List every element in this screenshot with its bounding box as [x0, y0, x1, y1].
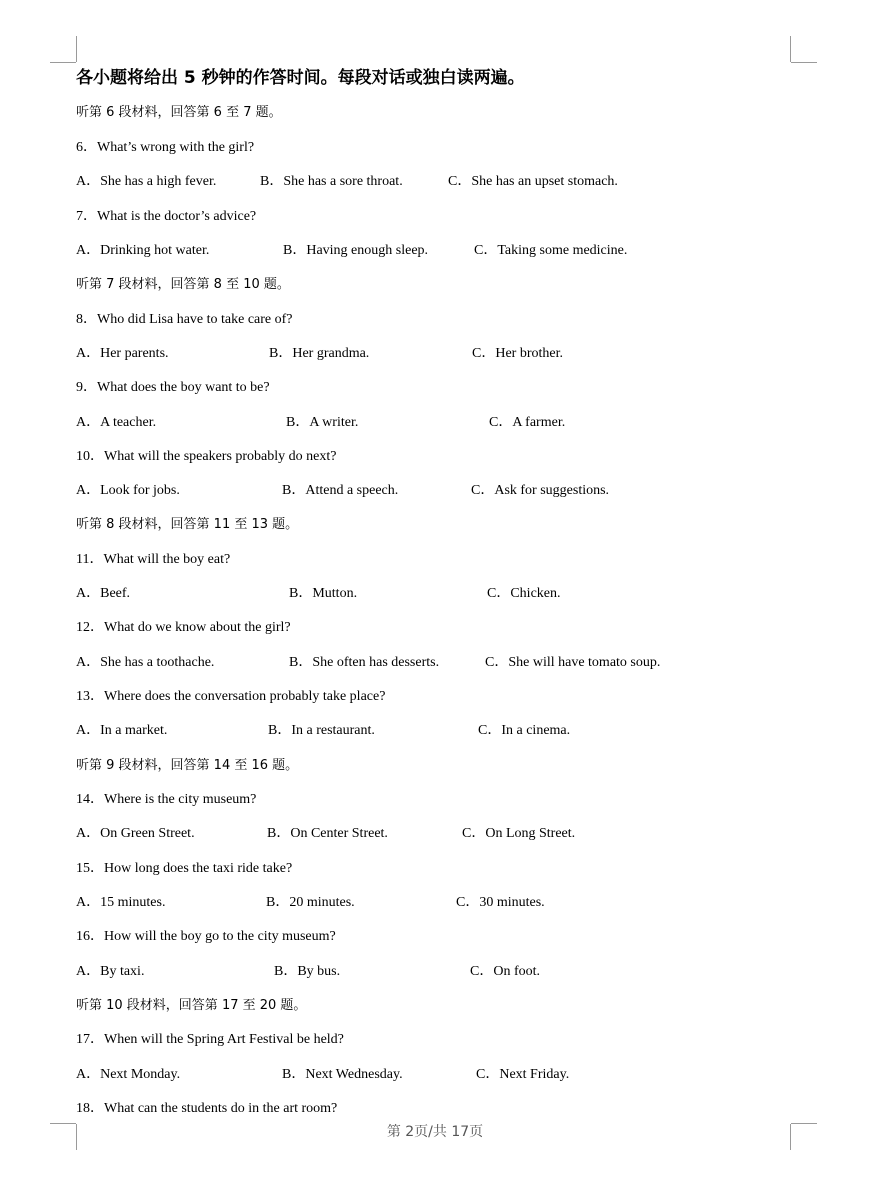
- option-a: A．By taxi.: [76, 964, 145, 979]
- page-number: 第 2页/共 17页: [386, 1124, 484, 1140]
- crop-mark: [790, 36, 791, 62]
- crop-mark: [791, 62, 817, 63]
- question-14: 14．Where is the city museum?: [76, 792, 257, 807]
- option-a: A．She has a high fever.: [76, 174, 217, 189]
- option-b: B．On Center Street.: [267, 826, 388, 841]
- option-c: C．Taking some medicine.: [474, 243, 628, 258]
- option-c: C．Ask for suggestions.: [471, 483, 610, 498]
- option-a: A．Her parents.: [76, 346, 169, 361]
- option-b: B．She often has desserts.: [289, 655, 440, 670]
- option-b: B．Attend a speech.: [282, 483, 399, 498]
- option-a: A．She has a toothache.: [76, 655, 215, 670]
- option-b: B．Mutton.: [289, 586, 358, 601]
- option-b: B．By bus.: [274, 964, 341, 979]
- question-7: 7．What is the doctor’s advice?: [76, 209, 257, 224]
- question-18: 18．What can the students do in the art room?: [76, 1101, 338, 1116]
- question-8: 8．Who did Lisa have to take care of?: [76, 312, 293, 327]
- option-a: A．Drinking hot water.: [76, 243, 210, 258]
- option-c: C．She has an upset stomach.: [448, 174, 618, 189]
- option-c: C．On foot.: [470, 964, 540, 979]
- section-heading: 各小题将给出 5 秒钟的作答时间。每段对话或独白读两遍。: [76, 68, 525, 88]
- option-a: A．A teacher.: [76, 415, 157, 430]
- option-a: A．Next Monday.: [76, 1067, 181, 1082]
- question-15: 15．How long does the taxi ride take?: [76, 861, 293, 876]
- question-6: 6．What’s wrong with the girl?: [76, 140, 255, 155]
- option-a: A．15 minutes.: [76, 895, 166, 910]
- option-b: B．In a restaurant.: [268, 723, 375, 738]
- question-10: 10．What will the speakers probably do next?: [76, 449, 337, 464]
- section-instruction: 听第 8 段材料，回答第 11 至 13 题。: [76, 517, 299, 532]
- question-17: 17．When will the Spring Art Festival be held?: [76, 1032, 344, 1047]
- option-c: C．A farmer.: [489, 415, 566, 430]
- section-instruction: 听第 10 段材料，回答第 17 至 20 题。: [76, 998, 307, 1013]
- section-instruction: 听第 7 段材料，回答第 8 至 10 题。: [76, 277, 290, 292]
- option-a: A．On Green Street.: [76, 826, 195, 841]
- option-a: A．Beef.: [76, 586, 131, 601]
- question-16: 16．How will the boy go to the city museum?: [76, 929, 336, 944]
- option-a: A．In a market.: [76, 723, 168, 738]
- option-b: B．A writer.: [286, 415, 359, 430]
- question-13: 13．Where does the conversation probably take place?: [76, 689, 386, 704]
- question-11: 11．What will the boy eat?: [76, 552, 231, 567]
- question-9: 9．What does the boy want to be?: [76, 380, 270, 395]
- option-c: C．On Long Street.: [462, 826, 576, 841]
- option-c: C．30 minutes.: [456, 895, 545, 910]
- option-c: C．Next Friday.: [476, 1067, 570, 1082]
- section-instruction: 听第 6 段材料，回答第 6 至 7 题。: [76, 105, 282, 120]
- option-b: B．20 minutes.: [266, 895, 355, 910]
- option-b: B．She has a sore throat.: [260, 174, 403, 189]
- crop-mark: [50, 62, 76, 63]
- option-b: B．Next Wednesday.: [282, 1067, 403, 1082]
- question-12: 12．What do we know about the girl?: [76, 620, 291, 635]
- crop-mark: [76, 36, 77, 62]
- option-c: C．Her brother.: [472, 346, 563, 361]
- option-b: B．Her grandma.: [269, 346, 370, 361]
- option-b: B．Having enough sleep.: [283, 243, 429, 258]
- option-c: C．Chicken.: [487, 586, 561, 601]
- option-c: C．In a cinema.: [478, 723, 571, 738]
- option-c: C．She will have tomato soup.: [485, 655, 661, 670]
- option-a: A．Look for jobs.: [76, 483, 180, 498]
- section-instruction: 听第 9 段材料，回答第 14 至 16 题。: [76, 758, 299, 773]
